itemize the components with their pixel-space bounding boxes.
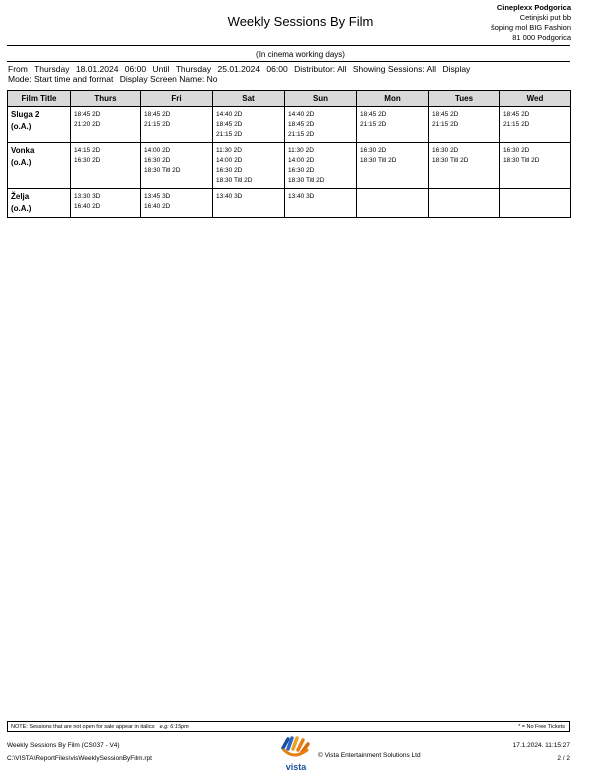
cinema-name: Cineplexx Podgorica <box>496 3 571 12</box>
report-file-path: C:\VISTA\ReportFiles\visWeeklySessionByFilm.rpt <box>7 755 152 762</box>
until-day: Thursday <box>175 64 212 74</box>
session-time: 18:45 2D <box>144 111 171 118</box>
session-time: 18:30 Titl 2D <box>144 167 181 174</box>
table-row <box>8 189 571 218</box>
report-name: Weekly Sessions By Film (CS037 - V4) <box>7 742 120 749</box>
sessions-table <box>7 90 571 218</box>
session-time: 14:00 2D <box>216 157 243 164</box>
until-time: 06:00 <box>266 64 288 74</box>
column-header: Sun <box>285 91 357 107</box>
session-time: 16:40 2D <box>144 203 171 210</box>
day-sessions-cell <box>429 143 500 189</box>
session-time: 16:30 2D <box>503 147 530 154</box>
column-header: Sat <box>213 91 285 107</box>
session-time: 13:45 3D <box>144 193 171 200</box>
until-date: 25.01.2024 <box>217 64 261 74</box>
column-header: Fri <box>141 91 213 107</box>
day-sessions-cell <box>213 107 285 143</box>
table-row <box>8 107 571 143</box>
session-time: 16:30 2D <box>288 167 315 174</box>
print-datetime: 17.1.2024. 11:15:27 <box>512 742 570 749</box>
cinema-address-line2: šoping mol BIG Fashion <box>490 23 571 32</box>
day-sessions-cell <box>285 143 357 189</box>
cinema-address-line3: 81 000 Podgorica <box>512 33 571 42</box>
session-time: 14:40 2D <box>288 111 315 118</box>
column-header: Tues <box>429 91 500 107</box>
session-time: 18:45 2D <box>503 111 530 118</box>
from-day: Thursday <box>34 64 70 74</box>
day-sessions-cell <box>357 107 429 143</box>
session-time: 21:15 2D <box>432 121 459 128</box>
session-time: 18:45 2D <box>216 121 243 128</box>
session-time: 21:15 2D <box>360 121 387 128</box>
session-time: 14:00 2D <box>288 157 315 164</box>
session-time: 13:40 3D <box>216 193 243 200</box>
column-header: Thurs <box>71 91 141 107</box>
day-sessions-cell <box>141 189 213 218</box>
session-time: 14:15 2D <box>74 147 101 154</box>
display-label: Display <box>442 64 471 74</box>
session-time: 18:30 Titl 2D <box>432 157 469 164</box>
filter-summary <box>8 64 568 84</box>
day-sessions-cell <box>213 143 285 189</box>
column-header: Wed <box>500 91 571 107</box>
header-divider-top <box>7 45 570 46</box>
report-subtitle: (In cinema working days) <box>256 50 345 59</box>
session-time: 21:15 2D <box>144 121 171 128</box>
from-time: 06:00 <box>124 64 147 74</box>
session-time: 18:30 Titl 2D <box>360 157 397 164</box>
session-time: 16:40 2D <box>74 203 101 210</box>
day-sessions-cell <box>213 189 285 218</box>
footer-left <box>7 739 152 765</box>
page-number: 2 / 2 <box>557 755 570 762</box>
day-sessions-cell <box>285 107 357 143</box>
film-title: Želja <box>11 192 30 201</box>
table-header-row <box>8 91 571 107</box>
cinema-address-line1: Cetinjski put bb <box>519 13 571 22</box>
session-time: 13:40 3D <box>288 193 315 200</box>
day-sessions-cell <box>429 107 500 143</box>
session-time: 18:30 Titl 2D <box>288 177 325 184</box>
session-time: 16:30 2D <box>432 147 459 154</box>
footer-right <box>513 739 570 765</box>
day-sessions-cell <box>500 107 571 143</box>
day-sessions-cell <box>285 189 357 218</box>
day-sessions-cell <box>357 189 429 218</box>
film-title: Sluga 2 <box>11 110 40 119</box>
screen-name-filter: Display Screen Name: No <box>119 74 218 84</box>
from-date: 18.01.2024 <box>75 64 119 74</box>
day-sessions-cell <box>71 107 141 143</box>
copyright: © Vista Entertainment Solutions Ltd <box>318 752 421 759</box>
until-label: Until <box>152 64 170 74</box>
note-text <box>11 722 189 732</box>
day-sessions-cell <box>71 189 141 218</box>
session-time: 14:40 2D <box>216 111 243 118</box>
distributor-filter: Distributor: All <box>294 64 347 74</box>
table-row <box>8 143 571 189</box>
session-time: 16:30 2D <box>360 147 387 154</box>
film-title: Vonka <box>11 146 35 155</box>
filter-line-1 <box>8 64 568 74</box>
vista-logo-icon <box>278 735 314 773</box>
film-title-cell <box>8 189 71 218</box>
day-sessions-cell <box>141 143 213 189</box>
session-time: 21:15 2D <box>503 121 530 128</box>
day-sessions-cell <box>500 189 571 218</box>
film-title-cell <box>8 143 71 189</box>
day-sessions-cell <box>500 143 571 189</box>
session-time: 18:45 2D <box>432 111 459 118</box>
filter-line-2 <box>8 74 568 84</box>
session-time: 16:30 2D <box>74 157 101 164</box>
session-time: 21:20 2D <box>74 121 101 128</box>
showing-filter: Showing Sessions: All <box>352 64 437 74</box>
session-time: 13:30 3D <box>74 193 101 200</box>
session-time: 18:45 2D <box>288 121 315 128</box>
session-time: 11:30 2D <box>288 147 314 154</box>
session-time: 18:30 Titl 2D <box>503 157 540 164</box>
no-free-tickets-legend: * = No Free Tickets <box>518 724 565 730</box>
session-time: 11:30 2D <box>216 147 242 154</box>
mode-filter: Mode: Start time and format <box>8 74 114 84</box>
table-body <box>8 107 571 218</box>
session-time: 18:30 Titl 2D <box>216 177 253 184</box>
report-title: Weekly Sessions By Film <box>227 14 374 29</box>
film-title-cell <box>8 107 71 143</box>
day-sessions-cell <box>141 107 213 143</box>
session-time: 18:45 2D <box>74 111 101 118</box>
session-time: 18:45 2D <box>360 111 387 118</box>
from-label: From <box>8 64 28 74</box>
film-rating: (o.A.) <box>11 122 32 131</box>
film-rating: (o.A.) <box>11 158 32 167</box>
film-rating: (o.A.) <box>11 204 32 213</box>
session-time: 14:00 2D <box>144 147 171 154</box>
day-sessions-cell <box>71 143 141 189</box>
note-label: NOTE: Sessions that are not open for sale appear in italics: <box>11 724 156 730</box>
session-time: 21:15 2D <box>288 131 315 138</box>
session-time: 16:30 2D <box>216 167 243 174</box>
day-sessions-cell <box>357 143 429 189</box>
day-sessions-cell <box>429 189 500 218</box>
vista-logo-text: vista <box>285 762 307 772</box>
column-header: Film Title <box>8 91 71 107</box>
column-header: Mon <box>357 91 429 107</box>
header-divider-bottom <box>7 61 570 62</box>
note-box <box>7 721 570 732</box>
session-time: 21:15 2D <box>216 131 243 138</box>
session-time: 16:30 2D <box>144 157 171 164</box>
note-example: e.g. 6:15pm <box>159 724 189 730</box>
